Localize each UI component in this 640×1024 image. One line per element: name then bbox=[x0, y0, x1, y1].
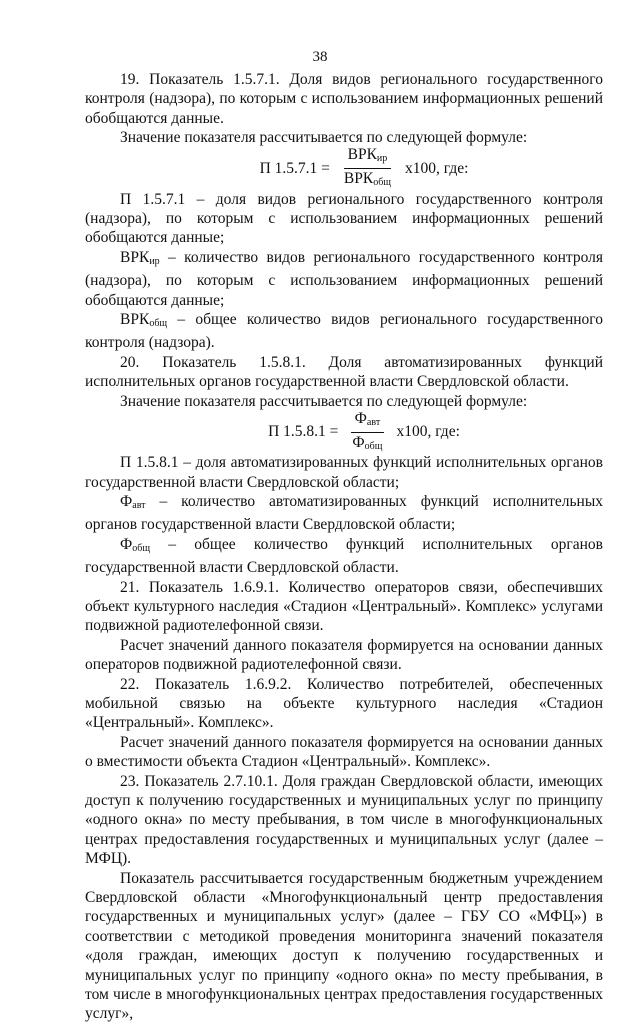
paragraph-21: 21. Показатель 1.6.9.1. Количество операторов связи, обеспечивших объект культурного наследия «Стадион «Центральный». Комплекс» услугами подвижной радиотелефонной связи. bbox=[85, 578, 603, 635]
definition-1-2: $ВРК_{ир}$ – количество видов регионального государственного контроля (надзора), по которым с использованием информационных решений обобщаются данные; bbox=[85, 248, 603, 309]
definition-2-2: $Ф_{авт}$ – количество автоматизированных функций исполнительных органов государственной власти Свердловской области; bbox=[85, 492, 603, 534]
paragraph-21-calculation: Расчет значений данного показателя формируется на основании данных операторов подвижной радиотелефонной связи. bbox=[85, 636, 603, 674]
formula-1-rhs: х100, где: bbox=[405, 159, 469, 177]
paragraph-23-calculation: Показатель рассчитывается государственным бюджетным учреждением Свердловской области «Многофункциональный центр предоставления государственных и муниципальных услуг» (далее – ГБУ СО «МФЦ») в соответствии с методикой проведения мониторинга значений показателя «доля граждан, имеющих доступ к получению государственных и муниципальных услуг по принципу «одного окна» по месту пребывания, в том числе в многофункциональных центрах предоставления государственных услуг», bbox=[85, 869, 603, 1023]
definition-2-1: П 1.5.8.1 – доля автоматизированных функций исполнительных органов государственной власти Свердловской области; bbox=[85, 454, 603, 491]
formula-1-numerator: $ВРК_{ир}$ bbox=[344, 146, 392, 169]
formula-1-fraction bbox=[340, 146, 395, 191]
formula-2-denominator: $Ф_{общ}$ bbox=[352, 433, 383, 452]
formula-1-denominator: $ВРК_{общ}$ bbox=[343, 170, 391, 189]
formula-2-numerator: $Ф_{авт}$ bbox=[351, 410, 385, 433]
paragraph-22-calculation: Расчет значений данного показателя формируется на основании данных о вместимости объекта Стадион «Центральный». Комплекс». bbox=[85, 733, 603, 771]
formula-2-rhs: х100, где: bbox=[396, 423, 460, 441]
formula-2-lhs: П 1.5.8.1 = bbox=[268, 423, 339, 441]
paragraph-22: 22. Показатель 1.6.9.2. Количество потребителей, обеспеченных мобильной связью на объекте культурного наследия «Стадион «Центральный». Комплекс». bbox=[85, 675, 603, 732]
page-number: 38 bbox=[312, 49, 328, 65]
formula-1 bbox=[125, 148, 603, 190]
paragraph-23: 23. Показатель 2.7.10.1. Доля граждан Свердловской области, имеющих доступ к получению государственных и муниципальных услуг по принципу «одного окна» по месту пребывания, в том числе в многофункциональных центрах предоставления государственных и муниципальных услуг (далее – МФЦ). bbox=[85, 772, 603, 868]
formula-2 bbox=[125, 411, 603, 453]
definition-2-3: $Ф_{общ}$ – общее количество функций исполнительных органов государственной власти Свердловской области. bbox=[85, 535, 603, 577]
paragraph-19: 19. Показатель 1.5.7.1. Доля видов регионального государственного контроля (надзора), по которым с использованием информационных решений обобщаются данные. bbox=[85, 71, 603, 127]
definition-1-3: $ВРК_{общ}$ – общее количество видов регионального государственного контроля (надзора). bbox=[85, 311, 603, 352]
paragraph-20: 20. Показатель 1.5.8.1. Доля автоматизированных функций исполнительных органов государственной власти Свердловской области. bbox=[85, 353, 603, 391]
formula-intro-1: Значение показателя рассчитывается по следующей формуле: bbox=[120, 129, 528, 147]
document-body bbox=[85, 70, 603, 1024]
definition-1-1: П 1.5.7.1 – доля видов регионального государственного контроля (надзора), по которым с использованием информационных решений обобщаются данные; bbox=[85, 190, 603, 247]
formula-intro-2: Значение показателя рассчитывается по следующей формуле: bbox=[120, 392, 528, 410]
formula-2-fraction bbox=[348, 410, 386, 455]
formula-1-lhs: П 1.5.7.1 = bbox=[259, 159, 330, 177]
